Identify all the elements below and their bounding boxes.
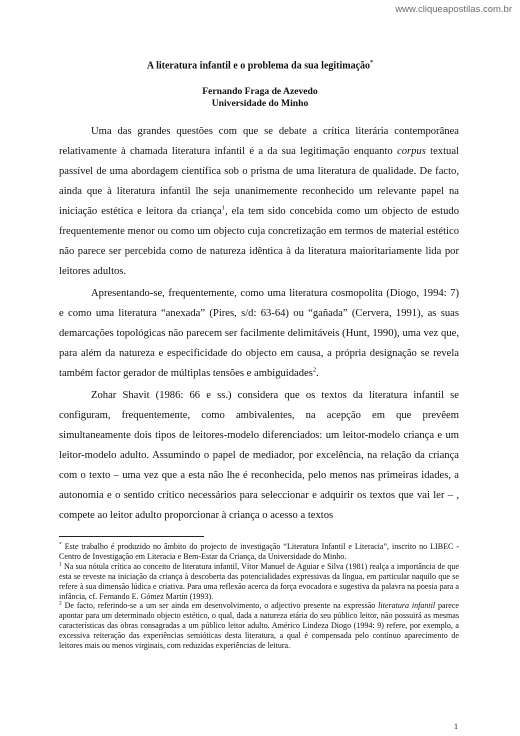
author-name: Fernando Fraga de Azevedo [202,86,318,97]
p1-text-a: Uma das grandes questões com que se debate a crítica literária contemporânea relativamente à chamada literatura infantil é a da sua legitimação enquanto [59,126,459,157]
footnote-1-mark: 1 [59,561,62,568]
footnote-star-text: Este trabalho é produzido no âmbito do projecto de investigação “Literatura Infantil e Literacia”, inscrito no LIBEC - Centro de Investigação em Literacia e Bem-Estar da Criança, da Universidade do Minho. [59,542,459,561]
title-footnote-mark[interactable]: * [370,60,374,66]
p1-italic-corpus: corpus [397,146,426,157]
footnote-2-italic: literatura infantil [378,601,436,611]
site-watermark: www.cliqueapostilas.com.br [395,4,512,15]
footnote-1-text: Na sua nótula crítica ao conceito de literatura infantil, Vítor Manuel de Aguiar e Silva (1981) realça a importância de que esta se reveste na iniciação da criança à descoberta das potencialidades expressivas da língua, em particular naquilo que se refere à sua dimensão lúdica e criativa. Para uma reflexão acerca da força evocadora e sugestiva da palavra na poesia para a infância, cf. Fernando E. Gómez Martín (1993). [59,561,459,601]
footnote-star-mark: * [59,541,62,548]
footnote-star [59,542,459,562]
footnote-2-mark: 2 [59,600,62,607]
p2-text-b: . [316,368,319,379]
page-number: 1 [454,722,458,731]
footnote-1 [59,562,459,602]
author-block [0,86,520,109]
document-title [0,60,520,71]
footnotes [59,542,459,651]
author-affiliation: Universidade do Minho [211,97,309,109]
footnote-2-text-c: parece apontar para um determinado objecto estético, o qual, dada a natureza etária do seu público leitor, não possuirá as mesmas características das obras consagradas a um público leitor adulto. Américo Lindeza Diogo (1994: 9) refere, por exemplo, a excessiva reiteração das experiências semióticas desta literatura, a qual é compensada pelo contínuo aparecimento de leitores mais ou menos virginais, com reduzidas experiências de leitura. [59,601,459,651]
footnote-ref-2[interactable]: 2 [312,366,317,374]
p1-text-c: textual passível de uma abordagem científica sob o prisma de uma literatura de qualidade. De facto, ainda que à literatura infantil lhe seja unanimemente reconhecido um relevante papel na iniciação estética e leitora da criança [59,146,459,217]
paragraph-3: Zohar Shavit (1986: 66 e ss.) considera que os textos da literatura infantil se configuram, frequentemente, como ambivalentes, na acepção em que prevêem simultaneamente dois tipos de leitores-modelo diferenciados: um leitor-modelo criança e um leitor-modelo adulto. Assumindo o papel de mediador, por excelência, na relação da criança com o texto – uma vez que a esta não lhe é reconhecida, pelo menos nas primeiras idades, a autonomia e o sentido crítico necessários para seleccionar e adquirir os textos que vai ler – , compete ao leitor adulto proporcionar à criança o acesso a textos [59,390,459,521]
p2-text-a: Apresentando-se, frequentemente, como uma literatura cosmopolita (Diogo, 1994: 7) e como uma literatura “anexada” (Pires, s/d: 63-64) ou “gañada” (Cervera, 1991), as suas demarcações topológicas não parecem ser facilmente delimitáveis (Hunt, 1990), uma vez que, para além da natureza e especificidade do objecto em causa, a própria designação se revela também factor gerador de múltiplas tensões e ambiguidades [59,288,459,379]
body-text [59,122,459,528]
paragraph-1 [59,122,459,282]
footnote-divider [59,536,204,537]
footnote-ref-1[interactable]: 1 [221,204,225,212]
footnote-2-text-a: De facto, referindo-se a um ser ainda em desenvolvimento, o adjectivo presente na expressão [61,601,379,611]
paragraph-2 [59,284,459,384]
footnote-2 [59,601,459,651]
title-text: A literatura infantil e o problema da sua legitimação [146,60,371,72]
p1-text-d: , ela tem sido concebida como um objecto de estudo frequentemente menor ou como um objecto cuja concretização em termos de material estético não parece ser percebida como de natureza idêntica à da literatura maioritariamente lida por leitores adultos. [59,206,459,277]
